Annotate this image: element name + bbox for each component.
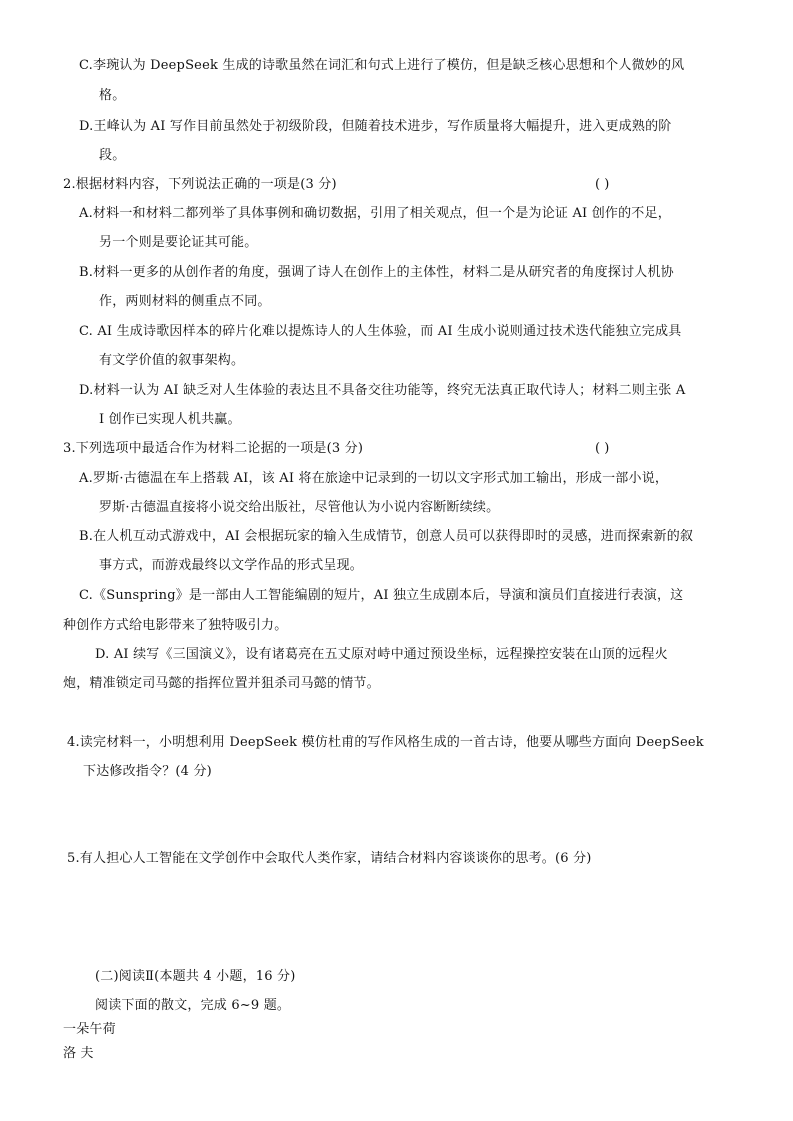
q2-option-b-line2: 作，两则材料的侧重点不同。: [99, 294, 271, 309]
q2-answer-blank: ( ): [595, 177, 610, 192]
q3-stem: 3.下列选项中最适合作为材料二论据的一项是(3 分): [63, 441, 364, 456]
section2-heading: (二)阅读Ⅱ(本题共 4 小题，16 分): [95, 969, 296, 984]
q3-option-d-line1: D. AI 续写《三国演义》，设有诸葛亮在五丈原对峙中通过预设坐标，远程操控安装在山顶的远程火: [95, 647, 668, 662]
q4-stem-line2: 下达修改指令？(4 分): [83, 764, 212, 779]
q2-option-d-line1: D.材料一认为 AI 缺乏对人生体验的表达且不具备交往功能等，终究无法真正取代诗人；材料二则主张 A: [79, 383, 686, 398]
q1-option-c-line1: C.李琬认为 DeepSeek 生成的诗歌虽然在词汇和句式上进行了模仿，但是缺乏核心思想和个人微妙的风: [79, 58, 685, 73]
q3-answer-blank: ( ): [595, 441, 610, 456]
q3-option-a-line1: A.罗斯·古德温在车上搭载 AI，该 AI 将在旅途中记录到的一切以文字形式加工输出，形成一部小说，: [79, 471, 669, 486]
q2-stem: 2.根据材料内容，下列说法正确的一项是(3 分): [63, 177, 337, 192]
q1-option-d-line1: D.王峰认为 AI 写作目前虽然处于初级阶段，但随着技术进步，写作质量将大幅提升，进入更成熟的阶: [79, 119, 672, 134]
q2-option-a-line2: 另一个则是要论证其可能。: [99, 235, 258, 250]
q3-option-c-line1: C.《Sunspring》是一部由人工智能编剧的短片，AI 独立生成剧本后，导演和演员们直接进行表演，这: [79, 588, 684, 603]
essay-author: 洛 夫: [63, 1046, 94, 1061]
q1-option-c-line2: 格。: [99, 88, 126, 103]
q2-option-d-line2: I 创作已实现人机共赢。: [99, 412, 241, 427]
q4-stem-line1: 4.读完材料一，小明想利用 DeepSeek 模仿杜甫的写作风格生成的一首古诗，他要从哪些方面向 DeepSeek: [67, 735, 704, 750]
q3-option-c-line2: 种创作方式给电影带来了独特吸引力。: [63, 618, 288, 633]
q3-option-d-line2: 炮，精准锁定司马懿的指挥位置并狙杀司马懿的情节。: [63, 676, 380, 691]
q1-option-d-line2: 段。: [99, 148, 126, 163]
q2-option-b-line1: B.材料一更多的从创作者的角度，强调了诗人在创作上的主体性，材料二是从研究者的角度探讨人机协: [79, 265, 674, 280]
q3-option-a-line2: 罗斯·古德温直接将小说交给出版社，尽管他认为小说内容断断续续。: [99, 500, 500, 515]
q2-option-a-line1: A.材料一和材料二都列举了具体事例和确切数据，引用了相关观点，但一个是为论证 AI 创作的不足，: [79, 206, 671, 221]
q2-option-c-line1: C. AI 生成诗歌因样本的碎片化难以提炼诗人的人生体验，而 AI 生成小说则通过技术迭代能独立完成具: [79, 324, 682, 339]
section2-instruction: 阅读下面的散文，完成 6~9 题。: [95, 998, 291, 1013]
q5-stem: 5.有人担心人工智能在文学创作中会取代人类作家，请结合材料内容谈谈你的思考。(6 分): [67, 851, 592, 866]
essay-title: 一朵午荷: [63, 1022, 116, 1037]
q3-option-b-line2: 事方式，而游戏最终以文学作品的形式呈现。: [99, 558, 364, 573]
q2-option-c-line2: 有文学价值的叙事架构。: [99, 353, 245, 368]
q3-option-b-line1: B.在人机互动式游戏中，AI 会根据玩家的输入生成情节，创意人员可以获得即时的灵感，进而探索新的叙: [79, 529, 694, 544]
